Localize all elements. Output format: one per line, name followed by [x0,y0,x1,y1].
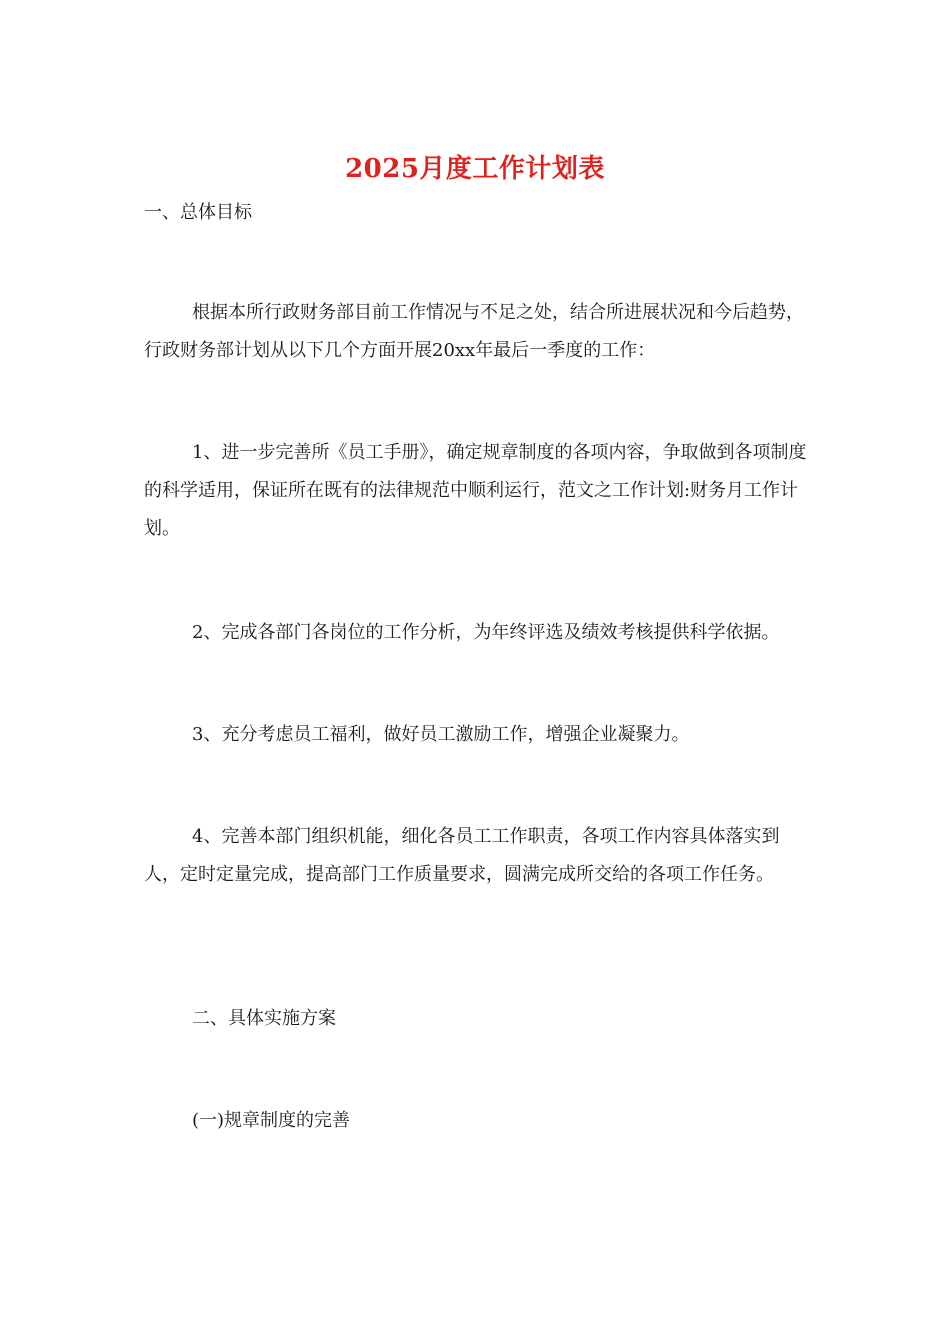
plan-item-4: 4、完善本部门组织机能，细化各员工工作职责，各项工作内容具体落实到人，定时定量完成，提高部门工作质量要求，圆满完成所交给的各项工作任务。 [144,826,780,885]
section2-heading: 二、具体实施方案 [192,1008,336,1029]
intro-paragraph: 根据本所行政财务部目前工作情况与不足之处，结合所进展状况和今后趋势，行政财务部计划从以下几个方面开展20xx年最后一季度的工作： [144,302,804,361]
plan-item-1: 1、进一步完善所《员工手册》，确定规章制度的各项内容，争取做到各项制度的科学适用，保证所在既有的法律规范中顺利运行，范文之工作计划:财务月工作计划。 [144,442,807,539]
plan-item-2: 2、完成各部门各岗位的工作分析，为年终评选及绩效考核提供科学依据。 [192,622,780,643]
section1-heading: 一、总体目标 [144,202,252,223]
subsection1-heading: (一)规章制度的完善 [192,1110,351,1131]
plan-item-3: 3、充分考虑员工福利，做好员工激励工作，增强企业凝聚力。 [192,724,690,745]
document-title: 2025月度工作计划表 [345,154,605,184]
